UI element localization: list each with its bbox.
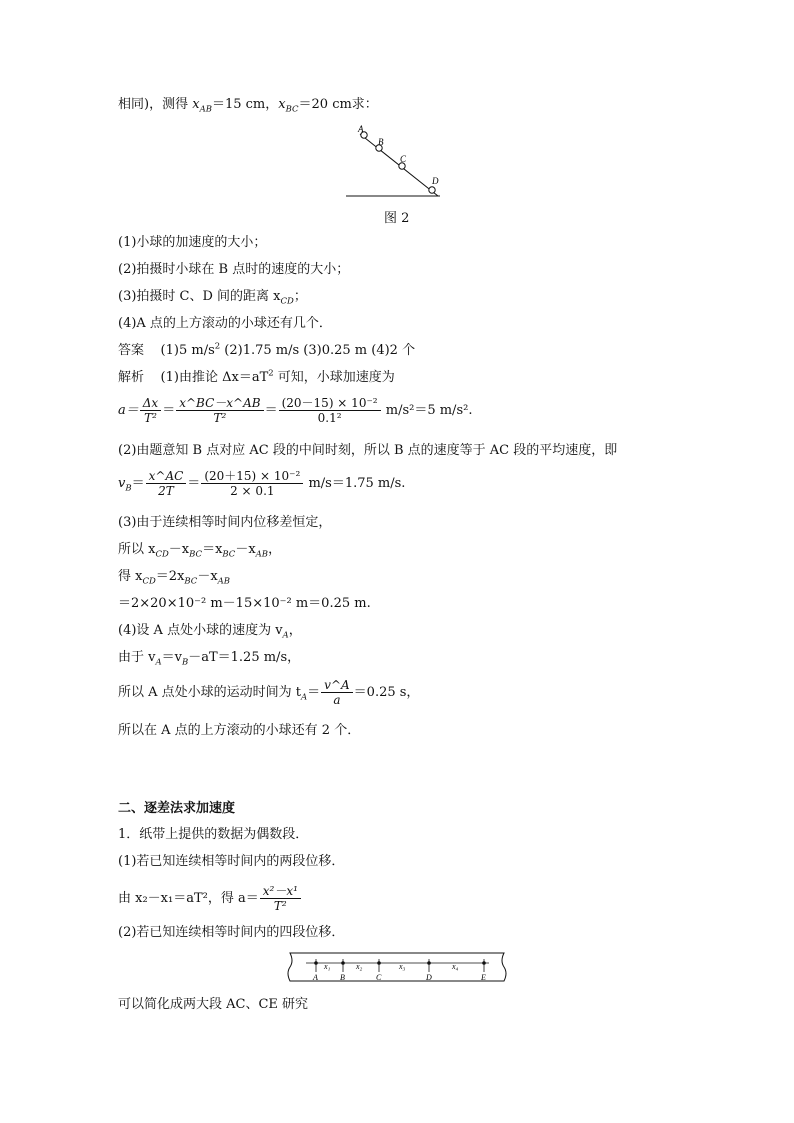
figure-caption: 图 2 — [384, 211, 410, 226]
pt-c: C — [376, 973, 382, 982]
analysis-line-1: 解析 (1)由推论 $\Delta x=aT^2$ 可知，小球加速度为 — [118, 368, 395, 385]
label-c: C — [400, 154, 407, 164]
analysis-line-4b: 所以 A 点处小球的运动时间为 $t_A=$ $\frac{v\^{}A}{a}$ ＝0.25 s， — [118, 678, 420, 707]
question-2: (2)拍摄时小球在 B 点时的速度的大小； — [118, 262, 350, 277]
fraction: $\frac{x\^{}BC-x\^{}AB}{\text{T²}}$ — [176, 396, 263, 425]
question-3: (3)拍摄时 C、D 间的距离 $x_{CD}$； — [118, 289, 307, 307]
analysis-line-3c: ＝2×20×10⁻² m－15×10⁻² m＝0.25 m. — [118, 596, 371, 611]
analysis-line-3b: 得 $x_{CD}=2x_{BC}-x_{AB}$ — [118, 569, 231, 587]
equation-1: a＝ $\frac{\Delta x}{\text{T²}}$ ＝ $\frac{x\^{}BC-x\^{}AB}{\text{T²}}$ ＝ $\frac{\text{(20－15) × 10⁻²}}{\text{0.1²}}$ m/s²＝5 m/s². — [118, 396, 473, 425]
pt-e: E — [481, 973, 486, 982]
analysis-line-4: (4)设 A 点处小球的速度为 $v_A$， — [118, 623, 302, 641]
answer-line: 答案 (1)5 $m/s^2$ (2)1.75 m/s (3)0.25 m (4)2 个 — [118, 341, 416, 358]
section2-line-4: (2)若已知连续相等时间内的四段位移． — [118, 925, 345, 940]
question-4: (4)A 点的上方滚动的小球还有几个． — [118, 316, 332, 331]
analysis-line-4a: 由于 $v_A=v_B-aT=1.25$ m/s， — [118, 650, 301, 668]
seg-x2: x₂ — [356, 962, 363, 971]
analysis-label: 解析 — [118, 370, 145, 385]
analysis-line-3a: 所以 $x_{CD}-x_{BC}=x_{BC}-x_{AB}$， — [118, 542, 282, 560]
section2-line-3: 由 x₂－x₁＝aT²，得 a＝ $\frac{\text{x²－x¹}}{\text{T²}}$ — [118, 884, 302, 913]
equation-2: $v_B=$ $\frac{x\^{}AC}{2T}$ ＝ $\frac{\text{(20＋15) × 10⁻²}}{2 \times 0.1}$ m/s＝1.75 m/s. — [118, 469, 406, 498]
fraction: $\frac{v\^{}A}{a}$ — [321, 678, 353, 707]
ball-d — [429, 187, 435, 193]
section2-line-5: 可以简化成两大段 AC、CE 研究 — [118, 997, 309, 1012]
section-title: 二、逐差法求加速度 — [118, 801, 236, 816]
fraction: $\frac{\text{(20＋15) × 10⁻²}}{2 \times 0.1}$ — [201, 469, 303, 498]
label-a: A — [358, 124, 364, 134]
fraction: $\frac{\Delta x}{\text{T²}}$ — [140, 396, 161, 425]
seg-x4: x₄ — [452, 962, 459, 971]
section2-line-2: (1)若已知连续相等时间内的两段位移． — [118, 854, 345, 869]
section2-line-1: 1．纸带上提供的数据为偶数段． — [118, 827, 309, 842]
intro-line: 相同)，测得 $x_{AB}=15$ cm，$x_{BC}=20$ cm求： — [118, 97, 378, 115]
pt-a: A — [313, 973, 318, 982]
analysis-line-4c: 所以在 A 点的上方滚动的小球还有 2 个． — [118, 723, 361, 738]
pt-b: B — [340, 973, 345, 982]
paper-tape-figure — [284, 951, 510, 987]
answer-label: 答案 — [118, 343, 145, 358]
seg-x1: x₁ — [324, 962, 331, 971]
seg-x3: x₃ — [399, 962, 406, 971]
fraction: $\frac{\text{x²－x¹}}{\text{T²}}$ — [260, 884, 301, 913]
fraction: $\frac{x\^{}AC}{2T}$ — [146, 469, 187, 498]
question-1: (1)小球的加速度的大小； — [118, 235, 267, 250]
analysis-line-3: (3)由于连续相等时间内位移差恒定， — [118, 515, 332, 530]
label-b: B — [378, 137, 384, 147]
fraction: $\frac{\text{(20－15) × 10⁻²}}{\text{0.1²}}$ — [279, 396, 381, 425]
pt-d: D — [426, 973, 432, 982]
incline-figure — [340, 120, 450, 200]
tape-outline — [288, 953, 506, 981]
label-d: D — [432, 176, 439, 186]
analysis-line-2: (2)由题意知 B 点对应 AC 段的中间时刻，所以 B 点的速度等于 AC 段的平均速度，即 — [118, 443, 618, 458]
